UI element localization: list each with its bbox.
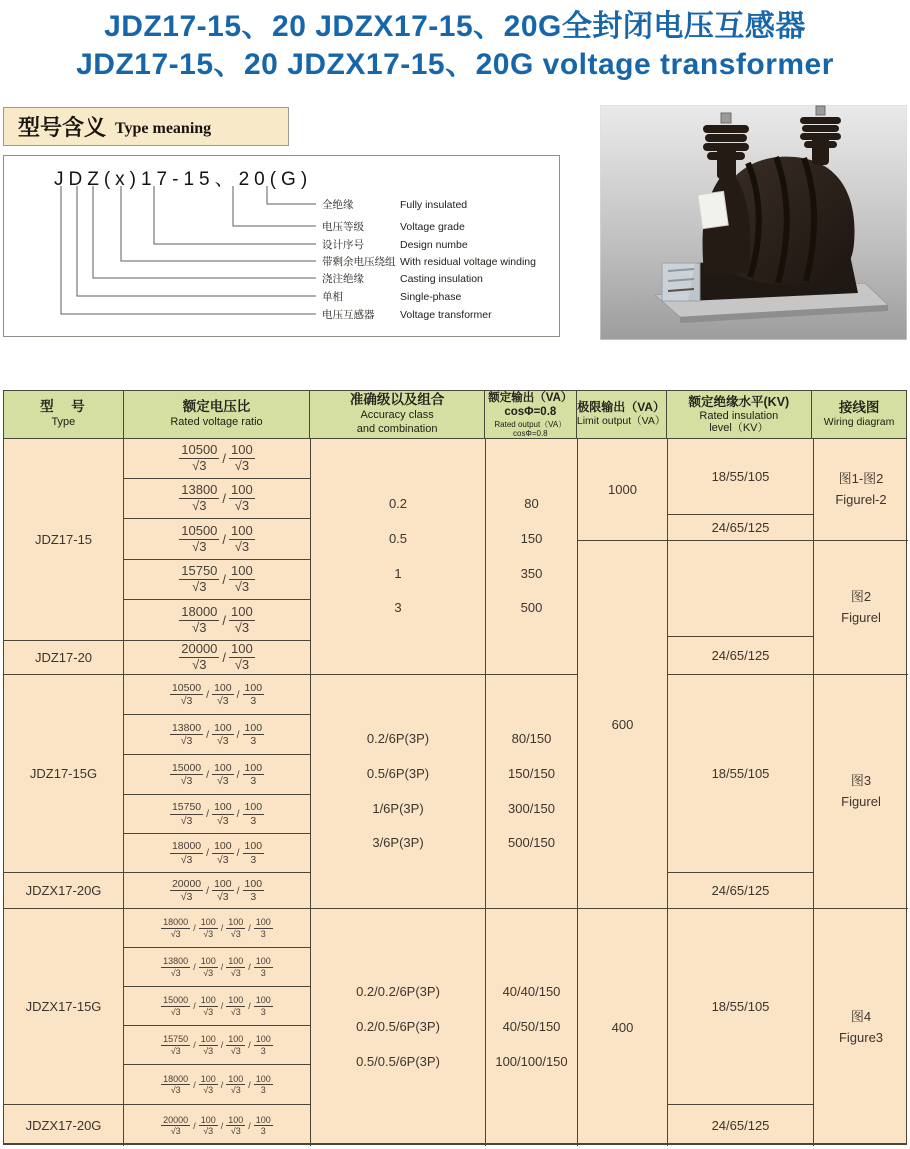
wiring-cell: 图3 Figurel: [814, 675, 908, 909]
col-header-wiring: 接线图 Wiring diagram: [812, 391, 906, 439]
legend-en: Design numbe: [400, 239, 468, 251]
column-type: [4, 439, 124, 1146]
type-meaning-heading-cn: 型号含义: [18, 115, 107, 140]
column-accuracy: [311, 439, 486, 1146]
type-cell: JDZ17-15: [4, 439, 123, 641]
legend-en: With residual voltage winding: [400, 256, 536, 268]
type-meaning-heading: [3, 107, 289, 146]
type-meaning-heading-en: Type meaning: [115, 119, 212, 137]
ratio-cell: 20000 √3 / 100 √3 / 100 √3 / 100 3: [163, 1114, 271, 1136]
legend-en: Single-phase: [400, 291, 462, 303]
limit-output-cell: 400: [611, 1020, 634, 1035]
page-title-en: JDZ17-15、20 JDZX17-15、20G voltage transformer: [76, 48, 834, 81]
ratio-cell: 10500 √3 / 100 √3: [124, 519, 310, 560]
col-header-ratio: 额定电压比 Rated voltage ratio: [124, 391, 311, 439]
ratio-cell: 20000 √3 / 100 √3 / 100 3: [124, 873, 310, 909]
col-header-limit-output: 极限输出（VA） Limit output（VA）: [577, 391, 667, 439]
insulation-cell: 18/55/105: [668, 909, 813, 1105]
legend-item: [322, 307, 492, 322]
ratio-cell: 15750 √3 / 100 √3: [124, 560, 310, 600]
type-cell: JDZX17-20G: [4, 873, 123, 909]
insulation-cell: 24/65/125: [668, 515, 813, 541]
col-header-insulation: 额定绝缘水平(KV) Rated insulation level（KV）: [667, 391, 813, 439]
insulation-cell: 24/65/125: [711, 1118, 770, 1133]
type-cell: JDZ17-20: [4, 641, 123, 675]
legend-cn: 电压互感器: [322, 309, 375, 321]
col-header-rated-output: 额定输出（VA） cosΦ=0.8 Rated output（VA） cosΦ=0.8: [485, 391, 577, 439]
legend-item: [322, 289, 461, 304]
rated-output-cell: 80 150 350 500: [486, 439, 577, 675]
ratio-cell: 20000 √3 / 100 √3: [124, 641, 310, 675]
insulation-cell: 24/65/125: [668, 637, 813, 675]
ratio-cell: 13800 √3 / 100 √3: [124, 479, 310, 519]
legend-cn: 浇注绝缘: [322, 273, 364, 285]
model-code: JDZ(x)17-15、20(G): [54, 169, 313, 190]
column-wiring: [814, 439, 908, 1146]
ratio-cell: 18000 √3 / 100 √3 / 100 √3 / 100 3: [124, 1065, 310, 1105]
insulation-cell: 24/65/125: [668, 873, 813, 909]
insulation-cell: 18/55/105: [668, 439, 813, 515]
legend-item: [322, 219, 465, 234]
legend-item: [322, 271, 483, 286]
ratio-cell: 15750 √3 / 100 √3 / 100 √3 / 100 3: [124, 1026, 310, 1065]
ratio-cell: 13800 √3 / 100 √3 / 100 √3 / 100 3: [124, 948, 310, 987]
limit-output-cell: 600: [578, 541, 667, 909]
legend-cn: 带剩余电压绕组: [322, 256, 396, 268]
ratio-cell: 15000 √3 / 100 √3 / 100 3: [124, 755, 310, 795]
legend-item: [322, 254, 536, 269]
legend-en: Voltage transformer: [400, 309, 492, 321]
column-ratio: [124, 439, 311, 1146]
accuracy-cell: 0.2/0.2/6P(3P) 0.2/0.5/6P(3P) 0.5/0.5/6P(3P): [356, 984, 440, 1069]
ratio-cell: 15750 √3 / 100 √3 / 100 3: [124, 795, 310, 834]
page-title: [0, 8, 910, 84]
ratio-cell: 15000 √3 / 100 √3 / 100 √3 / 100 3: [124, 987, 310, 1026]
ratio-cell: 18000 √3 / 100 √3 / 100 3: [124, 834, 310, 873]
page-title-cn: JDZ17-15、20 JDZX17-15、20G全封闭电压互感器: [104, 10, 806, 43]
spec-table-header: [4, 391, 906, 439]
col-header-type: 型 号 Type: [4, 391, 124, 439]
ratio-cell: 10500 √3 / 100 √3: [124, 439, 310, 479]
legend-en: Voltage grade: [400, 221, 465, 233]
wiring-cell: 图4 Figure3: [838, 1009, 884, 1045]
legend-cn: 全绝缘: [322, 199, 354, 211]
spec-table: [3, 390, 907, 1145]
type-cell: JDZX17-20G: [25, 1118, 102, 1133]
accuracy-cell: 0.2/6P(3P) 0.5/6P(3P) 1/6P(3P) 3/6P(3P): [311, 675, 485, 909]
ratio-cell: 13800 √3 / 100 √3 / 100 3: [124, 715, 310, 755]
legend-item: [322, 237, 468, 252]
column-limit-output: [578, 439, 668, 1146]
legend-cn: 单相: [322, 291, 343, 303]
legend-cn: 设计序号: [322, 239, 364, 251]
insulation-cell-empty: [668, 541, 813, 637]
column-insulation: [668, 439, 814, 1146]
accuracy-cell: 0.2 0.5 1 3: [311, 439, 485, 675]
legend-en: Casting insulation: [400, 273, 483, 285]
legend-en: Fully insulated: [400, 199, 468, 211]
rated-output-cell: 80/150 150/150 300/150 500/150: [486, 675, 577, 909]
ratio-cell: 18000 √3 / 100 √3: [124, 600, 310, 641]
column-rated-output: [486, 439, 578, 1146]
col-header-accuracy: 准确级以及组合 Accuracy class and combination: [310, 391, 485, 439]
limit-output-cell: 1000: [578, 439, 667, 541]
ratio-cell: 18000 √3 / 100 √3 / 100 √3 / 100 3: [124, 909, 310, 948]
insulation-cell: 18/55/105: [668, 675, 813, 873]
type-cell: JDZ17-15G: [4, 675, 123, 873]
voltage-transformer-image: [600, 105, 907, 340]
wiring-cell: 图2 Figurel: [814, 541, 908, 675]
wiring-cell: 图1-图2 Figurel-2: [814, 439, 908, 541]
type-meaning-diagram: [3, 155, 560, 337]
legend-item: [322, 197, 467, 212]
type-cell: JDZX17-15G: [4, 909, 123, 1105]
rated-output-cell: 40/40/150 40/50/150 100/100/150: [495, 984, 568, 1069]
spec-table-body: [4, 439, 906, 1143]
legend-cn: 电压等级: [322, 221, 364, 233]
product-photo: [600, 105, 907, 340]
ratio-cell: 10500 √3 / 100 √3 / 100 3: [124, 675, 310, 715]
